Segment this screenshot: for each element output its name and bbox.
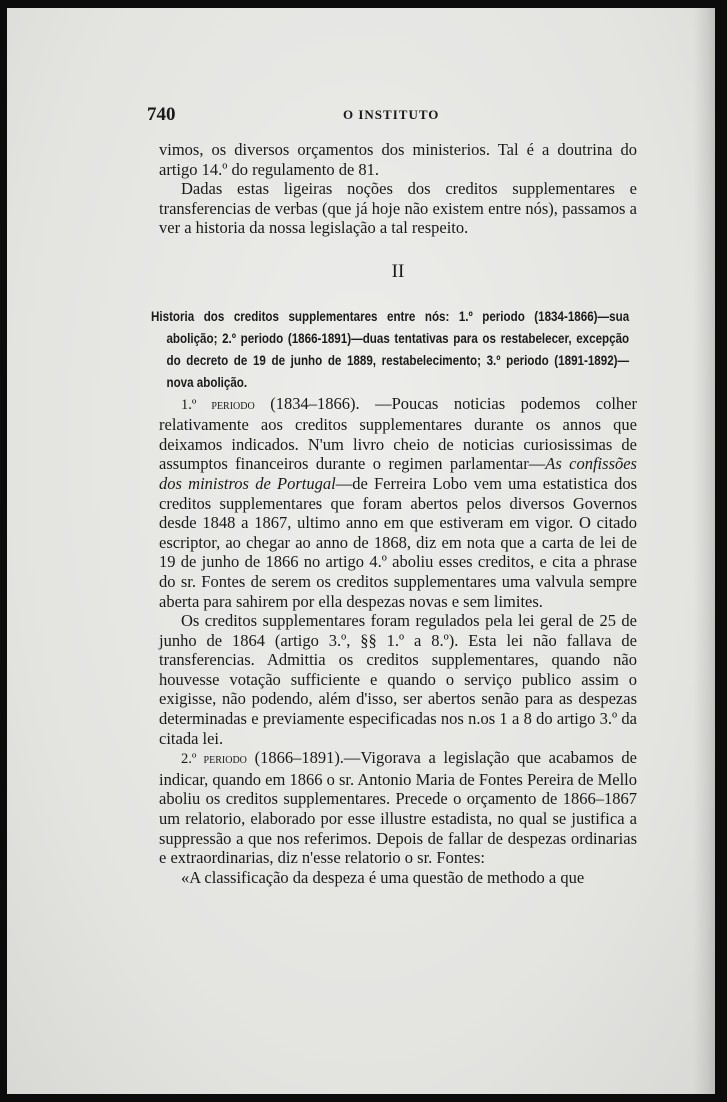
period-2-paragraph (159, 748, 637, 868)
page-shadow (693, 8, 715, 1094)
intro-paragraph-2: Dadas estas ligeiras noções dos creditos supplementares e transferencias de verbas (que já hoje não existem entre nós), passamos a ver a historia da nossa legislação a tal respeito. (159, 179, 637, 238)
period-2-label: 2.º periodo (181, 751, 247, 768)
section-summary-text: Historia dos creditos supplementares entre nós: 1.º periodo (1834-1866)—sua abolição; 2.º periodo (1866-1891)—duas tentativas para os restabelecer, excepção do decreto de 19 de junho de 1889, restabelecimento; 3.º periodo (1891-1892)—nova abolição. (151, 308, 630, 390)
book-title: As confissões dos ministros de Portugal (159, 454, 637, 493)
page-number: 740 (147, 104, 176, 125)
quote-opening: «A classificação da despeza é uma questão de methodo a que (181, 867, 585, 887)
section-numeral: II (391, 260, 405, 282)
period-1-text-b: —de Ferreira Lobo vem uma estatistica dos creditos supplementares que foram abertos pelos diversos Governos desde 1848 a 1867, ultimo anno em que estiveram em vigor. O citado escriptor, ao chegar ao anno de 1868, diz em nota que a carta de lei de 19 de junho de 1866 no artigo 4.º aboliu esses creditos, e cita a phrase do sr. Fontes de serem os creditos supplementares uma valvula sempre aberta para sahirem por ella despezas novas e sem limites. (159, 473, 637, 611)
period-1-label: 1.º periodo (181, 396, 255, 413)
book-page (7, 8, 715, 1094)
period-2-text: Vigorava a legislação que acabamos de indicar, quando em 1866 o sr. Antonio Maria de Fontes Pereira de Mello aboliu os creditos supplementares. Precede o orçamento de 1866–1867 um relatorio, elaborado por esse illustre estadista, no qual se justifica a suppressão a que nos referimos. Depois de fallar de despezas ordinarias e extraordinarias, diz n'esse relatorio o sr. Fontes: (159, 748, 637, 868)
running-header (147, 104, 643, 130)
period-1-text-a: Poucas noticias podemos colher relativamente aos creditos supplementares durante os annos que deixamos indicados. N'um livro cheio de noticias curiosissimas de assumptos financeiros durante o regimen parlamentar— (159, 393, 637, 474)
period-2-range: (1866–1891).— (246, 748, 361, 768)
period-1-paragraph-2: Os creditos supplementares foram regulados pela lei geral de 25 de junho de 1864 (artigo 3.º, §§ 1.º a 8.º). Esta lei não fallava de transferencias. Admittia os creditos supplementares, quando não houvesse votação sufficiente e quando o serviço publico assim o exigisse, não podendo, além d'isso, ser abertos senão para as despezas determinadas e previamente especificadas nos n.os 1 a 8 do artigo 3.º da citada lei. (159, 611, 637, 748)
running-title: O INSTITUTO (343, 107, 440, 122)
period-1-range: (1834–1866). — (254, 393, 392, 413)
period-1-paragraph (159, 394, 637, 612)
page-body (151, 140, 637, 887)
section-summary (151, 306, 629, 394)
intro-paragraph-1: vimos, os diversos orçamentos dos ministerios. Tal é a doutrina do artigo 14.º do regulamento de 81. (159, 140, 637, 179)
